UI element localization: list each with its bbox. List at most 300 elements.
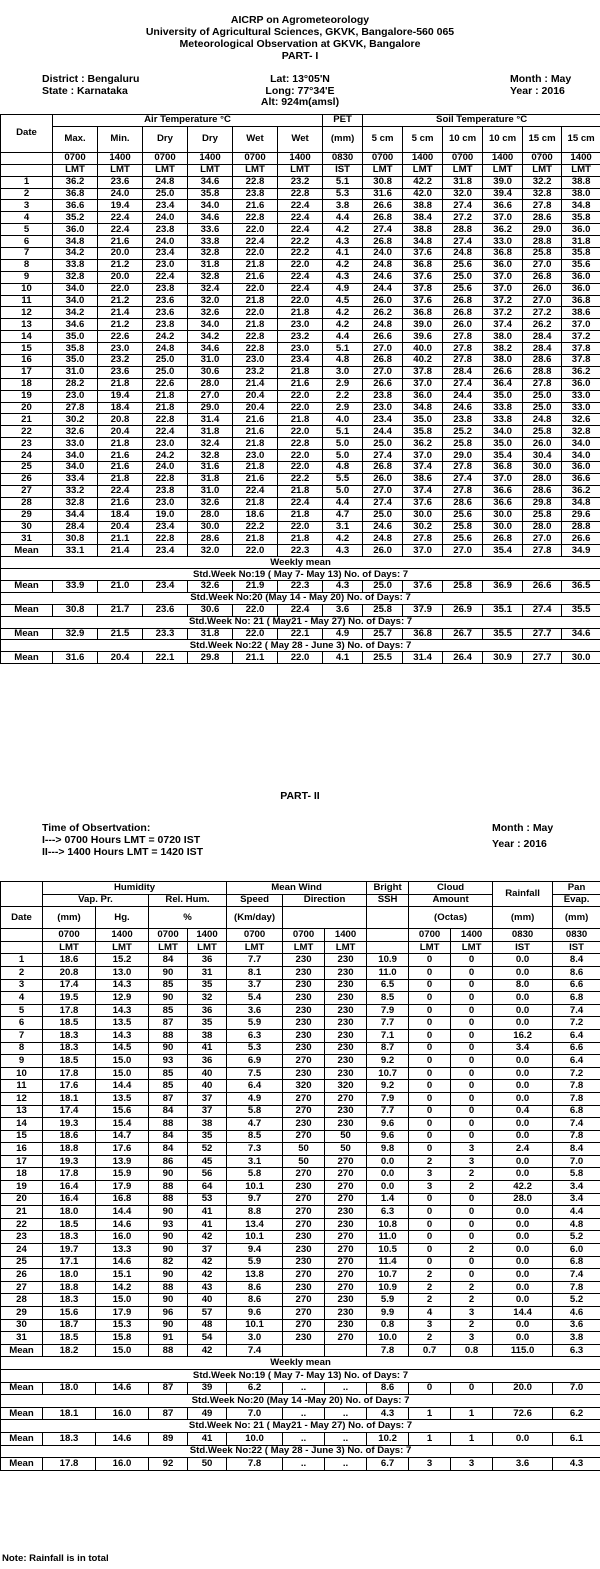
value-cell: 28.6 bbox=[523, 355, 562, 367]
value-cell: 2 bbox=[451, 1294, 493, 1307]
value-cell: 31.0 bbox=[188, 485, 233, 497]
value-cell: 36.0 bbox=[562, 283, 600, 295]
value-cell: 7.4 bbox=[553, 1004, 600, 1017]
value-cell: 4.3 bbox=[323, 236, 363, 248]
value-cell: 2.9 bbox=[323, 378, 363, 390]
mean-cell: 4.3 bbox=[323, 545, 363, 557]
value-cell: 18.5 bbox=[43, 1017, 96, 1030]
date-cell: 21 bbox=[1, 414, 53, 426]
date-cell: 28 bbox=[1, 497, 53, 509]
week-mean-cell: 0 bbox=[451, 1382, 493, 1395]
value-cell: 25.0 bbox=[523, 402, 562, 414]
value-cell: 270 bbox=[283, 1168, 325, 1181]
table-row bbox=[1, 462, 600, 474]
value-cell: 30.2 bbox=[53, 414, 98, 426]
value-cell: 0 bbox=[451, 1193, 493, 1206]
value-cell: 21.8 bbox=[233, 319, 278, 331]
value-cell: 17.6 bbox=[43, 1080, 96, 1093]
time-cell: 1400 bbox=[562, 152, 600, 164]
value-cell: 20.4 bbox=[98, 426, 143, 438]
value-cell: 90 bbox=[149, 1042, 188, 1055]
value-cell: 50 bbox=[325, 1130, 367, 1143]
value-cell: 35 bbox=[188, 1130, 227, 1143]
date-cell: 24 bbox=[1, 450, 53, 462]
value-cell: 30.4 bbox=[523, 450, 562, 462]
date-cell: 9 bbox=[1, 271, 53, 283]
value-cell: 42 bbox=[188, 1269, 227, 1282]
value-cell: 22.4 bbox=[233, 236, 278, 248]
value-cell: 0 bbox=[409, 1029, 451, 1042]
zone-cell: LMT bbox=[523, 164, 562, 176]
humidity-header: Humidity bbox=[43, 882, 227, 895]
value-cell: 230 bbox=[283, 1118, 325, 1131]
week-mean-cell: 14.6 bbox=[96, 1432, 149, 1445]
mean-cell: 18.2 bbox=[43, 1344, 96, 1357]
week-mean-cell: 10.0 bbox=[227, 1432, 283, 1445]
header-line-2: University of Agricultural Sciences, GKVK, Bangalore-560 065 bbox=[145, 26, 455, 38]
value-cell: 90 bbox=[149, 1206, 188, 1219]
date-cell: 21 bbox=[1, 1206, 43, 1219]
value-cell: 23.2 bbox=[278, 176, 323, 188]
value-cell: 0.0 bbox=[493, 1244, 553, 1257]
value-cell: 270 bbox=[283, 1105, 325, 1118]
value-cell: 20.8 bbox=[98, 414, 143, 426]
value-cell: 0 bbox=[451, 1206, 493, 1219]
observation-title: Time of Obsertvation: bbox=[42, 822, 151, 834]
zone-cell: LMT bbox=[53, 164, 98, 176]
zone-cell: LMT bbox=[483, 164, 523, 176]
week-mean-row bbox=[1, 1432, 600, 1445]
value-cell: 37.2 bbox=[562, 331, 600, 343]
part-2-title: PART- II bbox=[280, 790, 320, 802]
value-cell: 25.0 bbox=[523, 390, 562, 402]
value-cell: 3 bbox=[451, 1307, 493, 1320]
value-cell: 35.0 bbox=[403, 414, 443, 426]
value-cell: 38 bbox=[188, 1118, 227, 1131]
table-row bbox=[1, 1332, 600, 1345]
week-mean-cell: 36.8 bbox=[403, 628, 443, 640]
value-cell: 25.0 bbox=[143, 188, 188, 200]
part-2-body bbox=[1, 954, 600, 1470]
part-1-table bbox=[0, 114, 600, 664]
mean-label: Mean bbox=[1, 1458, 43, 1471]
value-cell: 85 bbox=[149, 1004, 188, 1017]
value-cell: 6.6 bbox=[553, 1042, 600, 1055]
observation-line-1: I---> 0700 Hours LMT = 0720 IST bbox=[42, 834, 201, 846]
value-cell: 0 bbox=[451, 1105, 493, 1118]
value-cell: 20.8 bbox=[43, 966, 96, 979]
value-cell: 42 bbox=[188, 1231, 227, 1244]
value-cell: 20.0 bbox=[98, 271, 143, 283]
value-cell: 14.6 bbox=[96, 1256, 149, 1269]
value-cell: 21.2 bbox=[98, 295, 143, 307]
value-cell: 7.8 bbox=[553, 1092, 600, 1105]
value-cell: 27.8 bbox=[523, 200, 562, 212]
pan-evap-header: Evap. bbox=[553, 894, 600, 907]
value-cell: 22.8 bbox=[233, 331, 278, 343]
value-cell: 4.9 bbox=[323, 283, 363, 295]
value-cell: 13.9 bbox=[96, 1155, 149, 1168]
value-cell: 270 bbox=[325, 1244, 367, 1257]
value-cell: 37.4 bbox=[403, 462, 443, 474]
value-cell: 18.7 bbox=[43, 1319, 96, 1332]
value-cell: 9.6 bbox=[227, 1307, 283, 1320]
date-cell: 1 bbox=[1, 954, 43, 967]
value-cell: 30.8 bbox=[53, 533, 98, 545]
value-cell: 230 bbox=[325, 979, 367, 992]
value-cell: 34.2 bbox=[53, 307, 98, 319]
min-header: Min. bbox=[98, 126, 143, 152]
value-cell: 34.0 bbox=[188, 200, 233, 212]
value-cell: 270 bbox=[325, 1269, 367, 1282]
value-cell: 31.8 bbox=[188, 426, 233, 438]
value-cell: 0 bbox=[451, 1092, 493, 1105]
value-cell: 32.8 bbox=[188, 248, 233, 260]
value-cell: 3 bbox=[409, 1319, 451, 1332]
value-cell: 0.0 bbox=[493, 1017, 553, 1030]
value-cell: 270 bbox=[283, 1319, 325, 1332]
value-cell: 38.8 bbox=[403, 224, 443, 236]
date-cell: 5 bbox=[1, 224, 53, 236]
zone-cell: LMT bbox=[403, 164, 443, 176]
value-cell: 0.0 bbox=[367, 1155, 409, 1168]
value-cell: 17.1 bbox=[43, 1256, 96, 1269]
table-row bbox=[1, 521, 600, 533]
value-cell: 0 bbox=[409, 1206, 451, 1219]
value-cell: 23.8 bbox=[363, 390, 403, 402]
value-cell: 7.7 bbox=[227, 954, 283, 967]
table-row bbox=[1, 1105, 600, 1118]
report-header bbox=[0, 14, 600, 62]
district-label: District : Bengaluru bbox=[42, 73, 140, 85]
value-cell: 3.7 bbox=[227, 979, 283, 992]
value-cell: 27.8 bbox=[443, 331, 483, 343]
value-cell: 22.0 bbox=[278, 390, 323, 402]
value-cell: 53 bbox=[188, 1193, 227, 1206]
value-cell: 4.8 bbox=[323, 462, 363, 474]
week-mean-cell: 22.3 bbox=[278, 580, 323, 592]
value-cell: 37.6 bbox=[403, 295, 443, 307]
value-cell: 8.4 bbox=[553, 1143, 600, 1156]
value-cell: 0 bbox=[451, 1269, 493, 1282]
value-cell: 36.8 bbox=[483, 248, 523, 260]
value-cell: 18.6 bbox=[43, 954, 96, 967]
mean-cell: 34.9 bbox=[562, 545, 600, 557]
value-cell: 2 bbox=[451, 1244, 493, 1257]
week-mean-cell: .. bbox=[283, 1382, 325, 1395]
week-mean-cell: 20.0 bbox=[493, 1382, 553, 1395]
zone-cell: LMT bbox=[325, 941, 367, 954]
value-cell: 26.8 bbox=[483, 533, 523, 545]
value-cell: 36.8 bbox=[562, 295, 600, 307]
week-mean-cell: 34.6 bbox=[562, 628, 600, 640]
value-cell: 22.6 bbox=[98, 331, 143, 343]
value-cell: 22.8 bbox=[233, 176, 278, 188]
value-cell: 0 bbox=[409, 1017, 451, 1030]
date-cell: 20 bbox=[1, 1193, 43, 1206]
date-cell: 14 bbox=[1, 331, 53, 343]
value-cell: 82 bbox=[149, 1256, 188, 1269]
value-cell: 2 bbox=[451, 1319, 493, 1332]
value-cell: 5.1 bbox=[323, 426, 363, 438]
value-cell: 9.6 bbox=[367, 1130, 409, 1143]
value-cell: 23.4 bbox=[143, 248, 188, 260]
value-cell: 270 bbox=[283, 1307, 325, 1320]
value-cell: 33.2 bbox=[53, 485, 98, 497]
value-cell: 18.8 bbox=[43, 1143, 96, 1156]
value-cell: 21.8 bbox=[278, 366, 323, 378]
date-cell: 26 bbox=[1, 1269, 43, 1282]
value-cell: 24.2 bbox=[143, 450, 188, 462]
table-row bbox=[1, 212, 600, 224]
value-cell: 25.0 bbox=[443, 271, 483, 283]
value-cell: 40 bbox=[188, 1294, 227, 1307]
zone-cell: LMT bbox=[227, 941, 283, 954]
value-cell: 0 bbox=[451, 1231, 493, 1244]
date-header: Date bbox=[1, 115, 53, 153]
location-block bbox=[42, 74, 139, 97]
value-cell: 20.4 bbox=[98, 521, 143, 533]
week-mean-cell: 16.0 bbox=[96, 1458, 149, 1471]
value-cell: 34.0 bbox=[562, 438, 600, 450]
date-cell: 11 bbox=[1, 295, 53, 307]
header-line-1: AICRP on Agrometeorology bbox=[230, 14, 370, 26]
value-cell: 5.9 bbox=[367, 1294, 409, 1307]
value-cell: 0.4 bbox=[493, 1105, 553, 1118]
value-cell: 5.0 bbox=[323, 438, 363, 450]
value-cell: 5.2 bbox=[553, 1294, 600, 1307]
date-cell: 14 bbox=[1, 1118, 43, 1131]
value-cell: 14.6 bbox=[96, 1218, 149, 1231]
value-cell: 25.8 bbox=[523, 426, 562, 438]
soil-15cm-header-2: 15 cm bbox=[562, 126, 600, 152]
value-cell: 10.9 bbox=[367, 954, 409, 967]
value-cell: 18.3 bbox=[43, 1231, 96, 1244]
week-title: Std.Week No:22 ( May 28 - June 3) No. of Days: 7 bbox=[1, 640, 600, 652]
value-cell: 35.8 bbox=[562, 248, 600, 260]
week-mean-cell: 32.9 bbox=[53, 628, 98, 640]
value-cell: 21.8 bbox=[233, 462, 278, 474]
value-cell: 34.8 bbox=[562, 497, 600, 509]
value-cell: 32.0 bbox=[188, 295, 233, 307]
value-cell: 2 bbox=[451, 1181, 493, 1194]
max-header: Max. bbox=[53, 126, 98, 152]
value-cell: 39.4 bbox=[483, 188, 523, 200]
value-cell: 23.2 bbox=[98, 355, 143, 367]
value-cell: 31.0 bbox=[53, 366, 98, 378]
value-cell: 0.0 bbox=[493, 1256, 553, 1269]
value-cell: 33.8 bbox=[483, 414, 523, 426]
value-cell: 41 bbox=[188, 1218, 227, 1231]
latitude-label: Lat: 13°05'N bbox=[270, 73, 330, 85]
value-cell: 0 bbox=[451, 992, 493, 1005]
value-cell: 18.4 bbox=[98, 402, 143, 414]
value-cell: 84 bbox=[149, 1143, 188, 1156]
value-cell: 14.2 bbox=[96, 1281, 149, 1294]
relative-humidity-header: Rel. Hum. bbox=[149, 894, 227, 907]
value-cell: 56 bbox=[188, 1168, 227, 1181]
value-cell: 10.0 bbox=[367, 1332, 409, 1345]
value-cell: 15.0 bbox=[96, 1067, 149, 1080]
value-cell: 34.6 bbox=[53, 319, 98, 331]
value-cell: 0 bbox=[409, 1143, 451, 1156]
value-cell: 34.6 bbox=[188, 212, 233, 224]
time-cell bbox=[367, 929, 409, 942]
value-cell: 18.5 bbox=[43, 1055, 96, 1068]
week-mean-cell: 7.8 bbox=[227, 1458, 283, 1471]
value-cell: 29.8 bbox=[523, 497, 562, 509]
mean-cell: 22.3 bbox=[278, 545, 323, 557]
value-cell: 35.2 bbox=[53, 212, 98, 224]
value-cell: 34.8 bbox=[403, 402, 443, 414]
value-cell: 13.4 bbox=[227, 1218, 283, 1231]
zone-cell: LMT bbox=[278, 164, 323, 176]
value-cell: 0.0 bbox=[367, 1181, 409, 1194]
value-cell: 22.8 bbox=[143, 414, 188, 426]
value-cell: 32.4 bbox=[188, 438, 233, 450]
week-mean-cell: 30.8 bbox=[53, 604, 98, 616]
value-cell: 5.1 bbox=[323, 343, 363, 355]
value-cell: 0 bbox=[409, 1218, 451, 1231]
value-cell: 18.1 bbox=[43, 1092, 96, 1105]
value-cell: 4.9 bbox=[227, 1092, 283, 1105]
value-cell: 23.6 bbox=[143, 295, 188, 307]
value-cell: 87 bbox=[149, 1017, 188, 1030]
value-cell: 8.5 bbox=[227, 1130, 283, 1143]
value-cell: 3.0 bbox=[227, 1332, 283, 1345]
date-cell: 23 bbox=[1, 1231, 43, 1244]
value-cell: 0 bbox=[409, 966, 451, 979]
value-cell: 21.4 bbox=[98, 307, 143, 319]
value-cell: 5.8 bbox=[227, 1168, 283, 1181]
value-cell: 24.4 bbox=[363, 426, 403, 438]
date-cell: 30 bbox=[1, 521, 53, 533]
value-cell: 4.2 bbox=[323, 319, 363, 331]
week-mean-cell: 33.9 bbox=[53, 580, 98, 592]
week-mean-cell: 3.6 bbox=[323, 604, 363, 616]
value-cell: 17.8 bbox=[43, 1004, 96, 1017]
mean-label: Mean bbox=[1, 628, 53, 640]
value-cell: 29.0 bbox=[188, 402, 233, 414]
value-cell: 26.0 bbox=[523, 283, 562, 295]
value-cell: 230 bbox=[325, 1218, 367, 1231]
mean-cell: 23.4 bbox=[143, 545, 188, 557]
mean-label: Mean bbox=[1, 580, 53, 592]
week-mean-cell: 1 bbox=[409, 1407, 451, 1420]
value-cell: 2 bbox=[409, 1281, 451, 1294]
value-cell: 42.2 bbox=[493, 1181, 553, 1194]
wet-header-1: Wet bbox=[233, 126, 278, 152]
value-cell: 36.6 bbox=[53, 200, 98, 212]
value-cell: 28.0 bbox=[188, 378, 233, 390]
value-cell: 0 bbox=[409, 1130, 451, 1143]
rainfall-header: Rainfall bbox=[493, 882, 553, 907]
week-mean-cell: 3 bbox=[451, 1458, 493, 1471]
value-cell: 5.8 bbox=[553, 1168, 600, 1181]
value-cell: 1.4 bbox=[367, 1193, 409, 1206]
value-cell: 39.0 bbox=[483, 176, 523, 188]
value-cell: 30.2 bbox=[403, 521, 443, 533]
table-row bbox=[1, 343, 600, 355]
value-cell: 8.4 bbox=[553, 954, 600, 967]
value-cell: 18.6 bbox=[233, 509, 278, 521]
mean-cell bbox=[325, 1344, 367, 1357]
week-mean-cell: 0.0 bbox=[493, 1432, 553, 1445]
value-cell: 21.8 bbox=[233, 259, 278, 271]
date-cell: 3 bbox=[1, 979, 43, 992]
value-cell: 8.7 bbox=[367, 1042, 409, 1055]
table-row bbox=[1, 176, 600, 188]
value-cell: 0.0 bbox=[493, 1092, 553, 1105]
weekly-mean-title-row bbox=[1, 557, 600, 569]
week-mean-cell: 39 bbox=[188, 1382, 227, 1395]
value-cell: 34.6 bbox=[188, 176, 233, 188]
value-cell: 27.2 bbox=[523, 307, 562, 319]
date-cell: 8 bbox=[1, 1042, 43, 1055]
zone-cell: LMT bbox=[283, 941, 325, 954]
soil-10cm-header-1: 10 cm bbox=[443, 126, 483, 152]
date-cell: 17 bbox=[1, 366, 53, 378]
date-cell: 20 bbox=[1, 402, 53, 414]
mean-cell: 22.0 bbox=[233, 545, 278, 557]
value-cell: 28.6 bbox=[443, 497, 483, 509]
value-cell: 2.4 bbox=[493, 1143, 553, 1156]
value-cell: 230 bbox=[325, 966, 367, 979]
value-cell: 23.0 bbox=[98, 343, 143, 355]
value-cell: 35.8 bbox=[562, 212, 600, 224]
value-cell: 15.1 bbox=[96, 1269, 149, 1282]
value-cell: 21.8 bbox=[233, 533, 278, 545]
value-cell: 17.6 bbox=[96, 1143, 149, 1156]
table-row bbox=[1, 355, 600, 367]
value-cell: 7.8 bbox=[553, 1080, 600, 1093]
week-mean-cell: 35.1 bbox=[483, 604, 523, 616]
week-mean-cell: 1 bbox=[451, 1432, 493, 1445]
value-cell: 25.0 bbox=[363, 509, 403, 521]
value-cell: 270 bbox=[325, 1332, 367, 1345]
zones-blank bbox=[1, 941, 43, 954]
week-title-row bbox=[1, 1420, 600, 1433]
value-cell: 3.6 bbox=[227, 1004, 283, 1017]
part-2-date-header: Date bbox=[1, 907, 43, 929]
table-row bbox=[1, 992, 600, 1005]
value-cell: 4.2 bbox=[323, 259, 363, 271]
mean-cell: 15.0 bbox=[96, 1344, 149, 1357]
week-mean-cell: 23.6 bbox=[143, 604, 188, 616]
value-cell: 25.6 bbox=[443, 509, 483, 521]
value-cell: 26.8 bbox=[523, 271, 562, 283]
value-cell: 26.8 bbox=[363, 355, 403, 367]
value-cell: 27.8 bbox=[443, 343, 483, 355]
week-mean-cell: 87 bbox=[149, 1382, 188, 1395]
value-cell: 270 bbox=[283, 1193, 325, 1206]
value-cell: 0 bbox=[409, 1004, 451, 1017]
week-mean-cell: .. bbox=[325, 1432, 367, 1445]
rain-unit: (mm) bbox=[493, 907, 553, 929]
table-row bbox=[1, 366, 600, 378]
value-cell: 28.8 bbox=[562, 521, 600, 533]
value-cell: 27.8 bbox=[443, 485, 483, 497]
value-cell: 35 bbox=[188, 979, 227, 992]
value-cell: 32.6 bbox=[562, 414, 600, 426]
value-cell: 31.6 bbox=[188, 462, 233, 474]
mean-cell: 35.4 bbox=[483, 545, 523, 557]
observation-line-2: II---> 1400 Hours LMT = 1420 IST bbox=[42, 846, 204, 858]
table-row bbox=[1, 1004, 600, 1017]
week-title-row bbox=[1, 616, 600, 628]
value-cell: 21.8 bbox=[233, 295, 278, 307]
table-row bbox=[1, 188, 600, 200]
